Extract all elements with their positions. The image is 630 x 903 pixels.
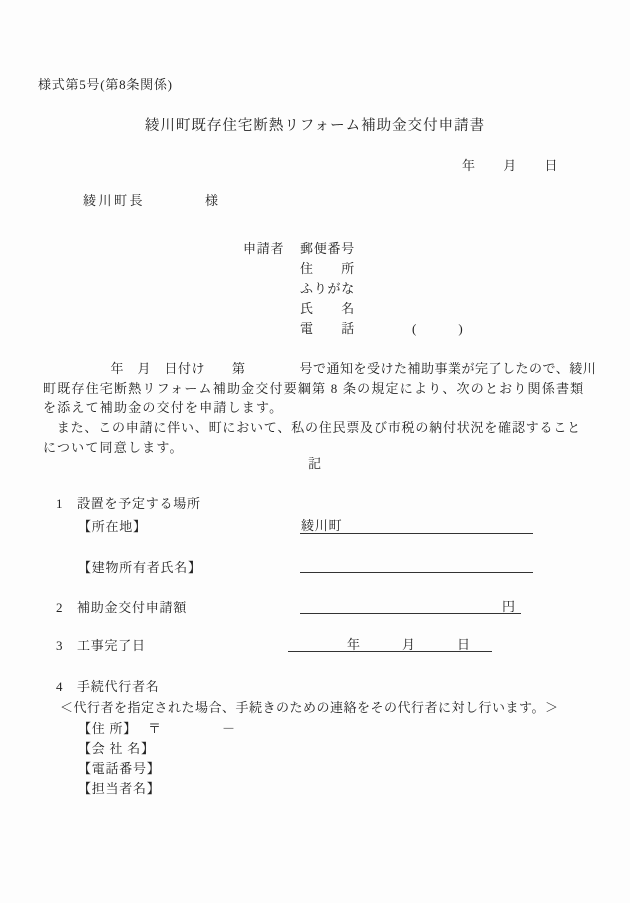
agent-address-label: 【住 所】 bbox=[78, 721, 138, 736]
applicant-furigana-label: ふりがな bbox=[300, 281, 356, 296]
section1-heading: 1 設置を予定する場所 bbox=[56, 496, 201, 511]
amount-underline bbox=[300, 613, 521, 614]
form-number-label: 様式第5号(第8条関係) bbox=[38, 77, 173, 92]
location-underline bbox=[300, 533, 533, 534]
date-blank-line: 年 月 日 bbox=[462, 158, 559, 173]
applicant-phone-parens: ( ) bbox=[412, 321, 464, 336]
agent-contact-label: 【担当者名】 bbox=[78, 781, 161, 796]
location-value: 綾川町 bbox=[301, 518, 343, 533]
body-paragraph-line-3: を添えて補助金の交付を申請します。 bbox=[43, 400, 284, 415]
section2-heading: 2 補助金交付申請額 bbox=[56, 600, 188, 615]
section3-heading: 3 工事完了日 bbox=[56, 638, 146, 653]
agent-phone-label: 【電話番号】 bbox=[78, 761, 161, 776]
agent-note: ＜代行者を指定された場合、手続きのための連絡をその代行者に対し行います。＞ bbox=[60, 700, 559, 715]
yen-unit-label: 円 bbox=[502, 599, 516, 614]
postal-mark: 〒 bbox=[148, 721, 162, 736]
body-paragraph-line-4: また、この申請に伴い、町において、私の住民票及び市税の納付状況を確認すること bbox=[43, 420, 581, 435]
applicant-address-label: 住 所 bbox=[300, 261, 356, 276]
owner-underline bbox=[300, 572, 533, 573]
document-title: 綾川町既存住宅断熱リフォーム補助金交付申請書 bbox=[144, 118, 486, 134]
body-paragraph-line-5: について同意します。 bbox=[43, 440, 184, 455]
applicant-postal-label: 郵便番号 bbox=[300, 241, 356, 256]
body-paragraph-line-2: 町既存住宅断熱リフォーム補助金交付要綱第 8 条の規定により、次のとおり関係書類 bbox=[43, 381, 585, 396]
postal-dash: － bbox=[222, 721, 236, 736]
applicant-label: 申請者 bbox=[243, 241, 285, 256]
addressee-honorific: 様 bbox=[205, 193, 219, 208]
completion-date-underline bbox=[288, 651, 492, 652]
ki-heading: 記 bbox=[308, 456, 322, 471]
owner-label: 【建物所有者氏名】 bbox=[78, 560, 202, 575]
body-paragraph-line-1: 年 月 日付け 第 号で通知を受けた補助事業が完了したので、綾川 bbox=[43, 361, 597, 376]
applicant-phone-label: 電 話 bbox=[300, 321, 356, 336]
agent-company-label: 【会 社 名】 bbox=[78, 741, 155, 756]
completion-date-blanks: 年 月 日 bbox=[347, 637, 471, 652]
location-label: 【所在地】 bbox=[78, 519, 147, 534]
section4-heading: 4 手続代行者名 bbox=[56, 679, 160, 694]
addressee-name: 綾川町長 bbox=[83, 193, 146, 208]
applicant-name-label: 氏 名 bbox=[300, 301, 356, 316]
